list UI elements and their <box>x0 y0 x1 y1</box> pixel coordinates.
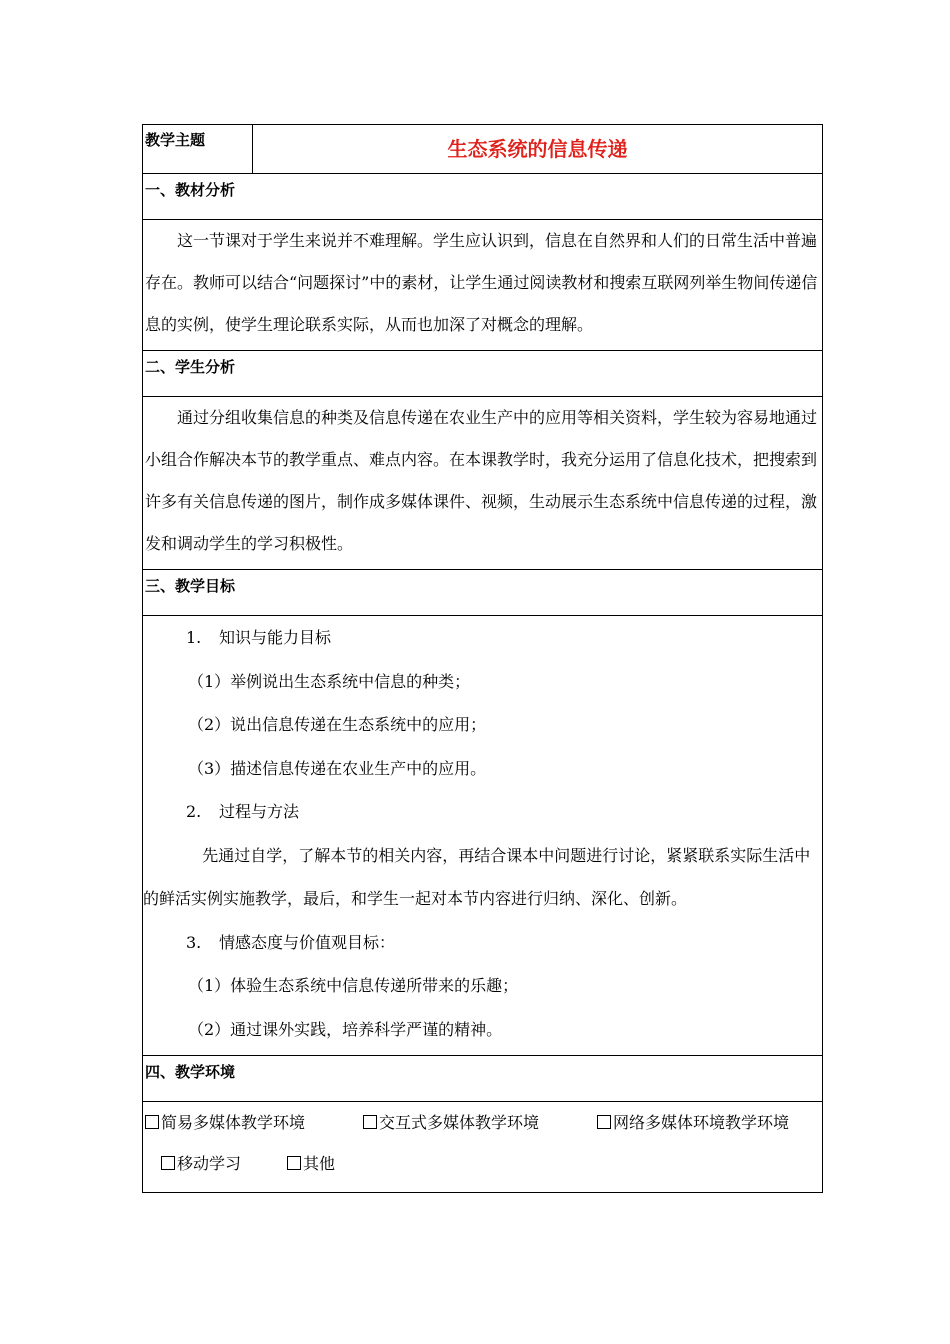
section-heading-environment <box>143 1056 823 1102</box>
section-2-text: 通过分组收集信息的种类及信息传递在农业生产中的应用等相关资料，学生较为容易地通过小组合作解决本节的教学重点、难点内容。在本课教学时，我充分运用了信息化技术，把搜索到许多有关信息传递的图片，制作成多媒体课件、视频，生动展示生态系统中信息传递的过程，激发和调动学生的学习积极性。 <box>145 408 818 553</box>
topic-title: 生态系统的信息传递 <box>447 137 628 161</box>
env-option-simple-multimedia[interactable]: 简易多媒体教学环境 <box>145 1102 363 1143</box>
env-option-other[interactable]: 其他 <box>287 1143 335 1184</box>
checkbox-icon[interactable] <box>597 1115 611 1129</box>
topic-label: 教学主题 <box>145 131 206 149</box>
section-heading-goals <box>143 570 823 616</box>
section-heading-students <box>143 351 823 397</box>
section-2-body <box>143 397 823 570</box>
section-heading-analysis <box>143 174 823 220</box>
topic-label-cell <box>143 125 253 174</box>
goal-2-text: 先通过自学，了解本节的相关内容，再结合课本中问题进行讨论，紧紧联系实际生活中的鲜活实例实施教学，最后，和学生一起对本节内容进行归纳、深化、创新。 <box>143 845 811 908</box>
checkbox-icon[interactable] <box>363 1115 377 1129</box>
env-option-mobile-learning[interactable]: 移动学习 <box>161 1143 287 1184</box>
section-3-heading: 三、教学目标 <box>145 577 236 595</box>
section-4-body <box>143 1102 823 1193</box>
checkbox-icon[interactable] <box>287 1156 301 1170</box>
goal-1-item: （3）描述信息传递在农业生产中的应用。 <box>188 758 487 778</box>
checkbox-icon[interactable] <box>145 1115 159 1129</box>
section-3-body <box>143 616 823 1056</box>
checkbox-icon[interactable] <box>161 1156 175 1170</box>
goal-3-heading: 3. 情感态度与价值观目标： <box>186 932 396 952</box>
section-2-heading: 二、学生分析 <box>145 358 236 376</box>
goal-2-heading: 2. 过程与方法 <box>186 802 300 821</box>
goal-1-heading: 1. 知识与能力目标 <box>186 628 332 647</box>
goal-3-item: （1）体验生态系统中信息传递所带来的乐趣； <box>188 976 519 995</box>
goal-3-item: （2）通过课外实践，培养科学严谨的精神。 <box>188 1019 503 1039</box>
env-option-interactive-multimedia[interactable]: 交互式多媒体教学环境 <box>363 1102 597 1143</box>
lesson-plan-table <box>142 124 822 1193</box>
section-1-body <box>143 220 823 351</box>
section-1-heading: 一、教材分析 <box>145 181 236 199</box>
goal-1-item: （1）举例说出生态系统中信息的种类； <box>188 671 471 691</box>
goal-1-item: （2）说出信息传递在生态系统中的应用； <box>188 715 487 734</box>
env-option-network-multimedia[interactable]: 网络多媒体环境教学环境 <box>597 1102 789 1143</box>
section-4-heading: 四、教学环境 <box>145 1063 236 1081</box>
section-1-text: 这一节课对于学生来说并不难理解。学生应认识到，信息在自然界和人们的日常生活中普遍存在。教师可以结合“问题探讨”中的素材，让学生通过阅读教材和搜索互联网列举生物间传递信息的实例，使学生理论联系实际，从而也加深了对概念的理解。 <box>145 231 818 334</box>
topic-title-cell <box>253 125 823 174</box>
